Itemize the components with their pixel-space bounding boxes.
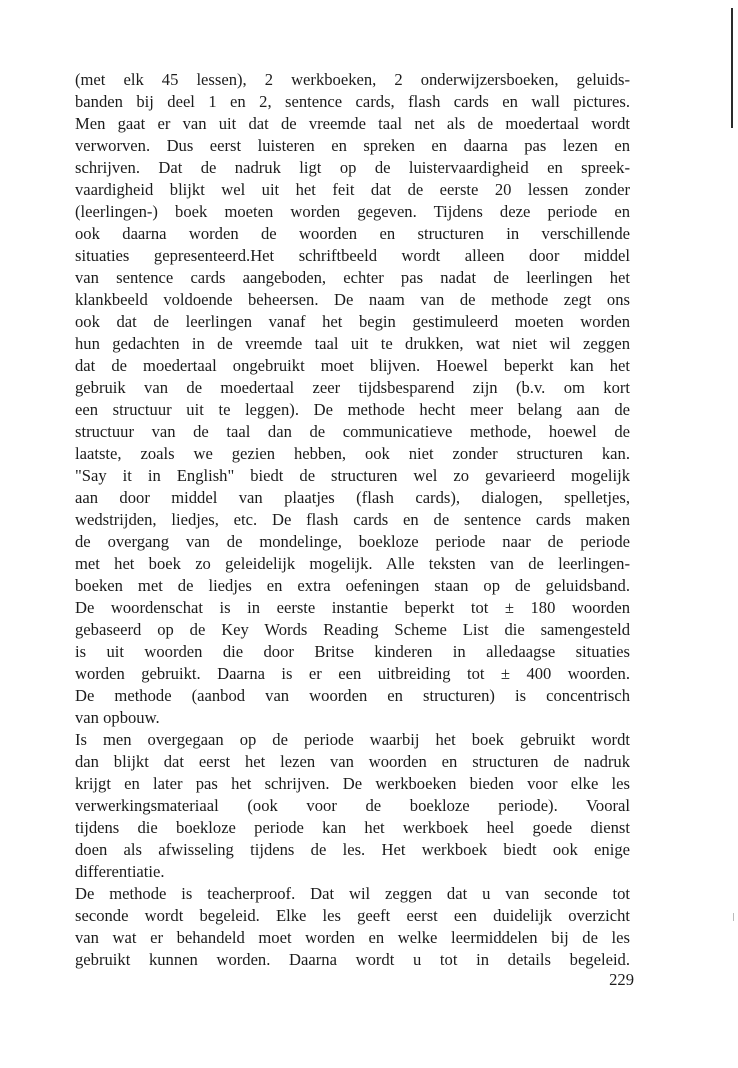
text-line: een structuur uit te leggen). De methode hecht meer belang aan de	[75, 400, 630, 419]
text-line: (leerlingen-) boek moeten worden gegeven. Tijdens deze periode en	[75, 202, 630, 221]
text-line: ook daarna worden de woorden en structuren in verschillende	[75, 224, 630, 243]
text-line: aan door middel van plaatjes (flash cards), dialogen, spelletjes,	[75, 488, 630, 507]
text-line: seconde wordt begeleid. Elke les geeft eerst een duidelijk overzicht	[75, 906, 630, 925]
text-line: verwerkingsmateriaal (ook voor de boekloze periode). Vooral	[75, 796, 630, 815]
text-line: de overgang van de mondelinge, boekloze periode naar de periode	[75, 532, 630, 551]
text-line: boeken met de liedjes en extra oefeningen staan op de geluidsband.	[75, 576, 630, 595]
text-line: De woordenschat is in eerste instantie beperkt tot ± 180 woorden	[75, 598, 630, 617]
text-line: (met elk 45 lessen), 2 werkboeken, 2 onderwijzersboeken, geluids-	[75, 70, 630, 89]
text-line: ook dat de leerlingen vanaf het begin gestimuleerd moeten worden	[75, 312, 630, 331]
text-line: Men gaat er van uit dat de vreemde taal net als de moedertaal wordt	[75, 114, 630, 133]
text-line: Is men overgegaan op de periode waarbij het boek gebruikt wordt	[75, 730, 630, 749]
text-line: hun gedachten in de vreemde taal uit te drukken, wat niet wil zeggen	[75, 334, 630, 353]
page-edge-mark	[731, 8, 733, 128]
text-line: schrijven. Dat de nadruk ligt op de luistervaardigheid en spreek-	[75, 158, 630, 177]
text-line: worden gebruikt. Daarna is er een uitbreiding tot ± 400 woorden.	[75, 664, 630, 683]
text-line: gebaseerd op de Key Words Reading Scheme List die samengesteld	[75, 620, 630, 639]
text-line: wedstrijden, liedjes, etc. De flash cards en de sentence cards maken	[75, 510, 630, 529]
text-line: dat de moedertaal ongebruikt moet blijven. Hoewel beperkt kan het	[75, 356, 630, 375]
text-line: doen als afwisseling tijdens de les. Het werkboek biedt ook enige	[75, 840, 630, 859]
text-line: laatste, zoals we gezien hebben, ook niet zonder structuren kan.	[75, 444, 630, 463]
text-line: De methode is teacherproof. Dat wil zeggen dat u van seconde tot	[75, 884, 630, 903]
text-line: tijdens die boekloze periode kan het werkboek heel goede dienst	[75, 818, 630, 837]
text-line: is uit woorden die door Britse kinderen in alledaagse situaties	[75, 642, 630, 661]
text-line: structuur van de taal dan de communicatieve methode, hoewel de	[75, 422, 630, 441]
text-line: krijgt en later pas het schrijven. De werkboeken bieden voor elke les	[75, 774, 630, 793]
page-number: 229	[609, 970, 634, 989]
text-line: situaties gepresenteerd.Het schriftbeeld wordt alleen door middel	[75, 246, 630, 265]
text-line: verworven. Dus eerst luisteren en spreken en daarna pas lezen en	[75, 136, 630, 155]
text-line: met het boek zo geleidelijk mogelijk. Alle teksten van de leerlingen-	[75, 554, 630, 573]
text-line: van opbouw.	[75, 708, 160, 727]
text-line: De methode (aanbod van woorden en structuren) is concentrisch	[75, 686, 630, 705]
text-line: differentiatie.	[75, 862, 165, 881]
text-line: gebruikt kunnen worden. Daarna wordt u tot in details begeleid.	[75, 950, 630, 969]
text-line: klankbeeld voldoende beheersen. De naam van de methode zegt ons	[75, 290, 630, 309]
text-line: "Say it in English" biedt de structuren wel zo gevarieerd mogelijk	[75, 466, 630, 485]
text-line: banden bij deel 1 en 2, sentence cards, flash cards en wall pictures.	[75, 92, 630, 111]
body-text	[75, 69, 630, 971]
scan-speck	[733, 913, 734, 921]
text-line: van wat er behandeld moet worden en welke leermiddelen bij de les	[75, 928, 630, 947]
text-line: gebruik van de moedertaal zeer tijdsbesparend zijn (b.v. om kort	[75, 378, 630, 397]
text-line: van sentence cards aangeboden, echter pas nadat de leerlingen het	[75, 268, 630, 287]
text-line: dan blijkt dat eerst het lezen van woorden en structuren de nadruk	[75, 752, 630, 771]
text-line: vaardigheid blijkt wel uit het feit dat de eerste 20 lessen zonder	[75, 180, 630, 199]
